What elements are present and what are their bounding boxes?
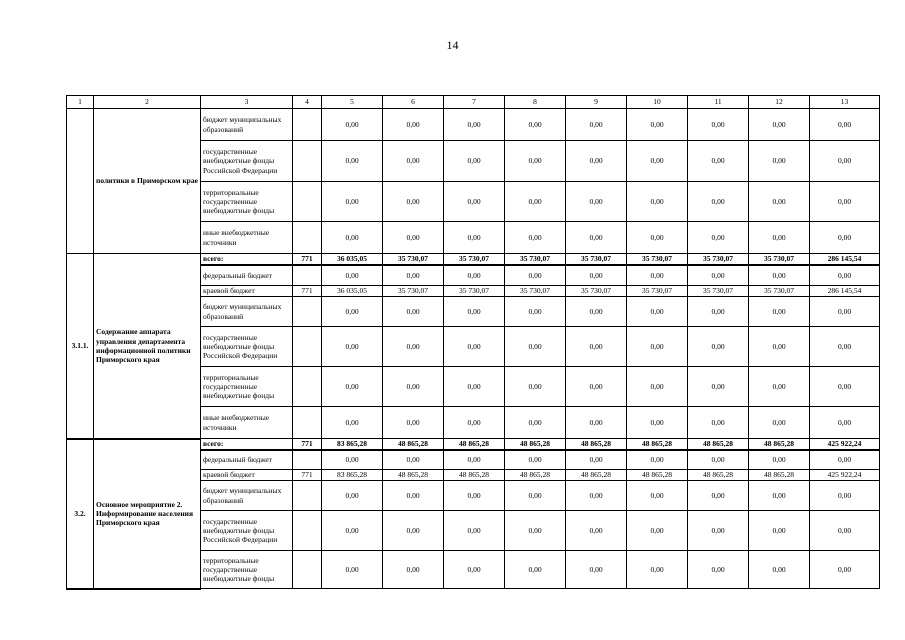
year-value: 0,00	[505, 481, 566, 511]
year-value: 0,00	[383, 182, 444, 222]
year-value: 48 865,28	[688, 470, 749, 481]
total-row	[67, 439, 880, 450]
column-header: 8	[505, 96, 566, 109]
column-header: 13	[810, 96, 880, 109]
year-value: 0,00	[688, 407, 749, 439]
year-value: 0,00	[322, 141, 383, 182]
column-header: 5	[322, 96, 383, 109]
year-value: 35 730,07	[566, 286, 627, 297]
year-value: 0,00	[627, 141, 688, 182]
year-value: 0,00	[627, 511, 688, 551]
year-value: 0,00	[749, 265, 810, 286]
year-value: 48 865,28	[749, 439, 810, 450]
budget-code	[293, 450, 322, 470]
year-value: 0,00	[566, 511, 627, 551]
year-value: 0,00	[749, 481, 810, 511]
row-total-value: 0,00	[810, 450, 880, 470]
year-value: 0,00	[749, 367, 810, 407]
column-header: 12	[749, 96, 810, 109]
column-header: 10	[627, 96, 688, 109]
year-value: 0,00	[322, 327, 383, 367]
year-value: 35 730,07	[383, 286, 444, 297]
funding-source: бюджет муниципальных образований	[201, 481, 293, 511]
year-value: 36 035,05	[322, 286, 383, 297]
column-header: 6	[383, 96, 444, 109]
year-value: 0,00	[444, 551, 505, 589]
budget-code	[293, 265, 322, 286]
year-value: 0,00	[383, 222, 444, 254]
year-value: 35 730,07	[505, 286, 566, 297]
budget-code	[293, 141, 322, 182]
year-value: 35 730,07	[383, 254, 444, 265]
year-value: 0,00	[383, 109, 444, 141]
year-value: 48 865,28	[749, 470, 810, 481]
year-value: 0,00	[383, 367, 444, 407]
funding-source: краевой бюджет	[201, 286, 293, 297]
table-row	[67, 109, 880, 141]
year-value: 0,00	[566, 109, 627, 141]
year-value: 0,00	[322, 109, 383, 141]
year-value: 0,00	[627, 297, 688, 327]
column-header: 3	[201, 96, 293, 109]
funding-source: иные внебюджетные источники	[201, 222, 293, 254]
year-value: 48 865,28	[505, 470, 566, 481]
page-number: 14	[446, 38, 459, 52]
year-value: 48 865,28	[505, 439, 566, 450]
year-value: 0,00	[322, 450, 383, 470]
year-value: 48 865,28	[627, 470, 688, 481]
year-value: 0,00	[505, 551, 566, 589]
budget-code	[293, 551, 322, 589]
row-total-value: 0,00	[810, 141, 880, 182]
year-value: 0,00	[566, 265, 627, 286]
budget-code: 771	[293, 470, 322, 481]
funding-source: федеральный бюджет	[201, 450, 293, 470]
budget-code	[293, 222, 322, 254]
year-value: 48 865,28	[383, 439, 444, 450]
section-name: Основное мероприятие 2. Информирование населения Приморского края	[94, 439, 201, 589]
budget-code	[293, 297, 322, 327]
section-name: политики в Приморском крае	[94, 109, 201, 254]
year-value: 0,00	[566, 297, 627, 327]
year-value: 0,00	[627, 450, 688, 470]
year-value: 0,00	[627, 265, 688, 286]
year-value: 0,00	[505, 367, 566, 407]
budget-code	[293, 481, 322, 511]
year-value: 0,00	[688, 141, 749, 182]
total-row	[67, 254, 880, 265]
year-value: 83 865,28	[322, 470, 383, 481]
year-value: 0,00	[749, 551, 810, 589]
budget-code	[293, 182, 322, 222]
year-value: 48 865,28	[444, 439, 505, 450]
row-total-value: 425 922,24	[810, 439, 880, 450]
year-value: 83 865,28	[322, 439, 383, 450]
funding-source: территориальные государственные внебюджетные фонды	[201, 367, 293, 407]
year-value: 0,00	[322, 367, 383, 407]
row-total-value: 0,00	[810, 109, 880, 141]
year-value: 48 865,28	[566, 470, 627, 481]
year-value: 0,00	[749, 511, 810, 551]
year-value: 0,00	[749, 407, 810, 439]
year-value: 0,00	[505, 182, 566, 222]
year-value: 35 730,07	[444, 254, 505, 265]
year-value: 0,00	[688, 297, 749, 327]
year-value: 0,00	[383, 551, 444, 589]
row-total-value: 0,00	[810, 367, 880, 407]
year-value: 0,00	[444, 327, 505, 367]
year-value: 0,00	[444, 450, 505, 470]
year-value: 0,00	[749, 141, 810, 182]
year-value: 0,00	[444, 222, 505, 254]
budget-code: 771	[293, 254, 322, 265]
column-header: 9	[566, 96, 627, 109]
year-value: 0,00	[322, 551, 383, 589]
year-value: 0,00	[566, 327, 627, 367]
year-value: 0,00	[322, 297, 383, 327]
year-value: 0,00	[627, 367, 688, 407]
section-name: Содержание аппарата управления департамента информационной политики Приморского края	[94, 254, 201, 439]
row-total-value: 0,00	[810, 551, 880, 589]
funding-source: всего:	[201, 439, 293, 450]
year-value: 0,00	[566, 450, 627, 470]
row-total-value: 0,00	[810, 182, 880, 222]
year-value: 0,00	[322, 511, 383, 551]
funding-source: государственные внебюджетные фонды Российской Федерации	[201, 141, 293, 182]
year-value: 0,00	[627, 109, 688, 141]
budget-code	[293, 367, 322, 407]
year-value: 0,00	[566, 141, 627, 182]
year-value: 0,00	[749, 297, 810, 327]
year-value: 48 865,28	[688, 439, 749, 450]
year-value: 0,00	[505, 222, 566, 254]
year-value: 35 730,07	[688, 286, 749, 297]
column-header: 11	[688, 96, 749, 109]
year-value: 0,00	[688, 450, 749, 470]
year-value: 0,00	[505, 450, 566, 470]
year-value: 0,00	[749, 450, 810, 470]
year-value: 0,00	[688, 551, 749, 589]
row-total-value: 286 145,54	[810, 286, 880, 297]
year-value: 0,00	[688, 367, 749, 407]
year-value: 0,00	[444, 141, 505, 182]
year-value: 0,00	[627, 327, 688, 367]
budget-code	[293, 109, 322, 141]
budget-table	[66, 95, 880, 590]
year-value: 0,00	[444, 265, 505, 286]
year-value: 0,00	[627, 222, 688, 254]
funding-source: территориальные государственные внебюджетные фонды	[201, 551, 293, 589]
year-value: 0,00	[322, 407, 383, 439]
row-total-value: 0,00	[810, 265, 880, 286]
row-total-value: 286 145,54	[810, 254, 880, 265]
funding-source: краевой бюджет	[201, 470, 293, 481]
year-value: 0,00	[505, 511, 566, 551]
year-value: 0,00	[444, 182, 505, 222]
year-value: 0,00	[505, 407, 566, 439]
year-value: 0,00	[383, 450, 444, 470]
year-value: 0,00	[383, 511, 444, 551]
year-value: 48 865,28	[627, 439, 688, 450]
year-value: 0,00	[505, 141, 566, 182]
funding-source: бюджет муниципальных образований	[201, 297, 293, 327]
year-value: 0,00	[566, 407, 627, 439]
budget-code	[293, 511, 322, 551]
year-value: 0,00	[566, 481, 627, 511]
year-value: 0,00	[444, 511, 505, 551]
year-value: 0,00	[566, 551, 627, 589]
year-value: 0,00	[566, 367, 627, 407]
funding-source: иные внебюджетные источники	[201, 407, 293, 439]
section-code	[67, 109, 94, 254]
funding-source: государственные внебюджетные фонды Российской Федерации	[201, 327, 293, 367]
year-value: 0,00	[627, 551, 688, 589]
year-value: 0,00	[749, 327, 810, 367]
year-value: 0,00	[444, 407, 505, 439]
year-value: 0,00	[383, 297, 444, 327]
year-value: 0,00	[505, 109, 566, 141]
row-total-value: 0,00	[810, 297, 880, 327]
year-value: 0,00	[627, 407, 688, 439]
row-total-value: 0,00	[810, 407, 880, 439]
section-code: 3.2.	[67, 439, 94, 589]
column-header: 7	[444, 96, 505, 109]
year-value: 0,00	[444, 109, 505, 141]
year-value: 35 730,07	[505, 254, 566, 265]
year-value: 0,00	[505, 327, 566, 367]
funding-source: территориальные государственные внебюджетные фонды	[201, 182, 293, 222]
year-value: 0,00	[688, 222, 749, 254]
year-value: 0,00	[383, 327, 444, 367]
year-value: 0,00	[749, 182, 810, 222]
year-value: 0,00	[688, 327, 749, 367]
row-total-value: 0,00	[810, 222, 880, 254]
budget-code: 771	[293, 286, 322, 297]
year-value: 0,00	[688, 511, 749, 551]
year-value: 0,00	[444, 297, 505, 327]
year-value: 35 730,07	[566, 254, 627, 265]
year-value: 0,00	[383, 481, 444, 511]
year-value: 0,00	[444, 367, 505, 407]
row-total-value: 0,00	[810, 327, 880, 367]
column-header: 4	[293, 96, 322, 109]
year-value: 0,00	[444, 481, 505, 511]
year-value: 0,00	[688, 481, 749, 511]
column-header: 1	[67, 96, 94, 109]
row-total-value: 425 922,24	[810, 470, 880, 481]
year-value: 35 730,07	[749, 286, 810, 297]
year-value: 48 865,28	[383, 470, 444, 481]
year-value: 0,00	[383, 265, 444, 286]
year-value: 0,00	[505, 297, 566, 327]
year-value: 0,00	[383, 407, 444, 439]
year-value: 0,00	[749, 109, 810, 141]
year-value: 35 730,07	[749, 254, 810, 265]
year-value: 35 730,07	[627, 254, 688, 265]
funding-source: всего:	[201, 254, 293, 265]
year-value: 0,00	[749, 222, 810, 254]
column-header: 2	[94, 96, 201, 109]
funding-source: федеральный бюджет	[201, 265, 293, 286]
funding-source: бюджет муниципальных образований	[201, 109, 293, 141]
year-value: 0,00	[322, 222, 383, 254]
year-value: 0,00	[383, 141, 444, 182]
budget-code	[293, 407, 322, 439]
year-value: 0,00	[322, 265, 383, 286]
year-value: 35 730,07	[627, 286, 688, 297]
row-total-value: 0,00	[810, 511, 880, 551]
year-value: 0,00	[505, 265, 566, 286]
year-value: 0,00	[566, 222, 627, 254]
year-value: 0,00	[627, 182, 688, 222]
year-value: 36 035,05	[322, 254, 383, 265]
year-value: 0,00	[627, 481, 688, 511]
row-total-value: 0,00	[810, 481, 880, 511]
year-value: 0,00	[688, 265, 749, 286]
table-body	[67, 96, 880, 589]
year-value: 48 865,28	[444, 470, 505, 481]
section-code: 3.1.1.	[67, 254, 94, 439]
budget-code: 771	[293, 439, 322, 450]
year-value: 35 730,07	[688, 254, 749, 265]
year-value: 0,00	[322, 182, 383, 222]
year-value: 0,00	[322, 481, 383, 511]
budget-code	[293, 327, 322, 367]
year-value: 0,00	[566, 182, 627, 222]
year-value: 35 730,07	[444, 286, 505, 297]
funding-source: государственные внебюджетные фонды Российской Федерации	[201, 511, 293, 551]
year-value: 0,00	[688, 182, 749, 222]
year-value: 48 865,28	[566, 439, 627, 450]
header-row	[67, 96, 880, 109]
year-value: 0,00	[688, 109, 749, 141]
